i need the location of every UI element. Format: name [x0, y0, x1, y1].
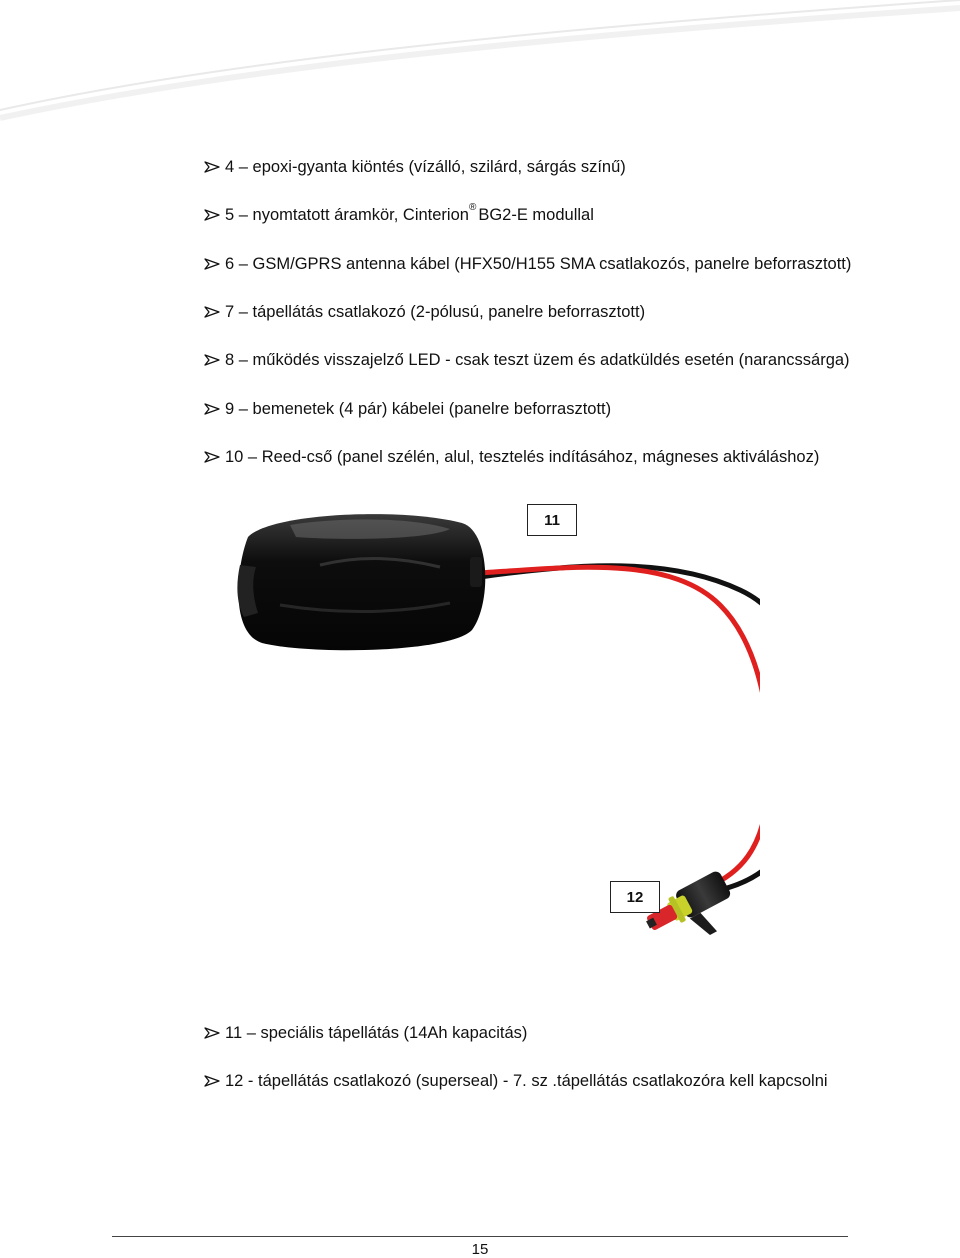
list-item: [204, 350, 850, 370]
list-item-text: 9 – bemenetek (4 pár) kábelei (panelre beforrasztott): [225, 400, 612, 418]
list-item: [204, 399, 611, 419]
registered-symbol: ®: [468, 202, 477, 213]
device-photo: [200, 495, 760, 995]
black-wire: [480, 566, 760, 890]
arrow-bullet-icon: [204, 305, 221, 319]
list-item-text: 10 – Reed-cső (panel szélén, alul, tesztelés indításához, mágneses aktiváláshoz): [225, 448, 820, 466]
arrow-bullet-icon: [204, 160, 221, 174]
callout-label-11: 11: [527, 504, 577, 536]
list-item: [204, 447, 819, 467]
footer-divider: [112, 1236, 848, 1237]
arrow-bullet-icon: [204, 402, 221, 416]
list-item-text: 11 – speciális tápellátás (14Ah kapacitás): [225, 1024, 528, 1042]
header-swoosh-decoration: [0, 0, 960, 130]
list-item-text: 8 – működés visszajelző LED - csak teszt üzem és adatküldés esetén (narancssárga): [225, 351, 850, 369]
arrow-bullet-icon: [204, 450, 221, 464]
list-item-text: 6 – GSM/GPRS antenna kábel (HFX50/H155 SMA csatlakozós, panelre beforrasztott): [225, 255, 852, 273]
device-body: [237, 514, 485, 650]
list-item: [204, 1023, 527, 1043]
list-item: [204, 254, 851, 274]
arrow-bullet-icon: [204, 208, 221, 222]
list-item: [204, 157, 626, 177]
page-number: 15: [471, 1241, 489, 1258]
list-item-text: 7 – tápellátás csatlakozó (2-pólusú, panelre beforrasztott): [225, 303, 646, 321]
arrow-bullet-icon: [204, 1026, 221, 1040]
list-item: [204, 1071, 828, 1091]
list-item: [204, 202, 594, 225]
list-item-text: 5 – nyomtatott áramkör, Cinterion: [225, 206, 469, 224]
arrow-bullet-icon: [204, 1074, 221, 1088]
callout-label-12: 12: [610, 881, 660, 913]
list-item: [204, 302, 645, 322]
list-item-text-continued: BG2-E modullal: [478, 206, 594, 224]
list-item-text: 12 - tápellátás csatlakozó (superseal) - 7. sz .tápellátás csatlakozóra kell kapcsolni: [225, 1072, 828, 1090]
arrow-bullet-icon: [204, 257, 221, 271]
arrow-bullet-icon: [204, 353, 221, 367]
list-item-text: 4 – epoxi-gyanta kiöntés (vízálló, szilárd, sárgás színű): [225, 158, 626, 176]
red-wire: [480, 567, 760, 887]
